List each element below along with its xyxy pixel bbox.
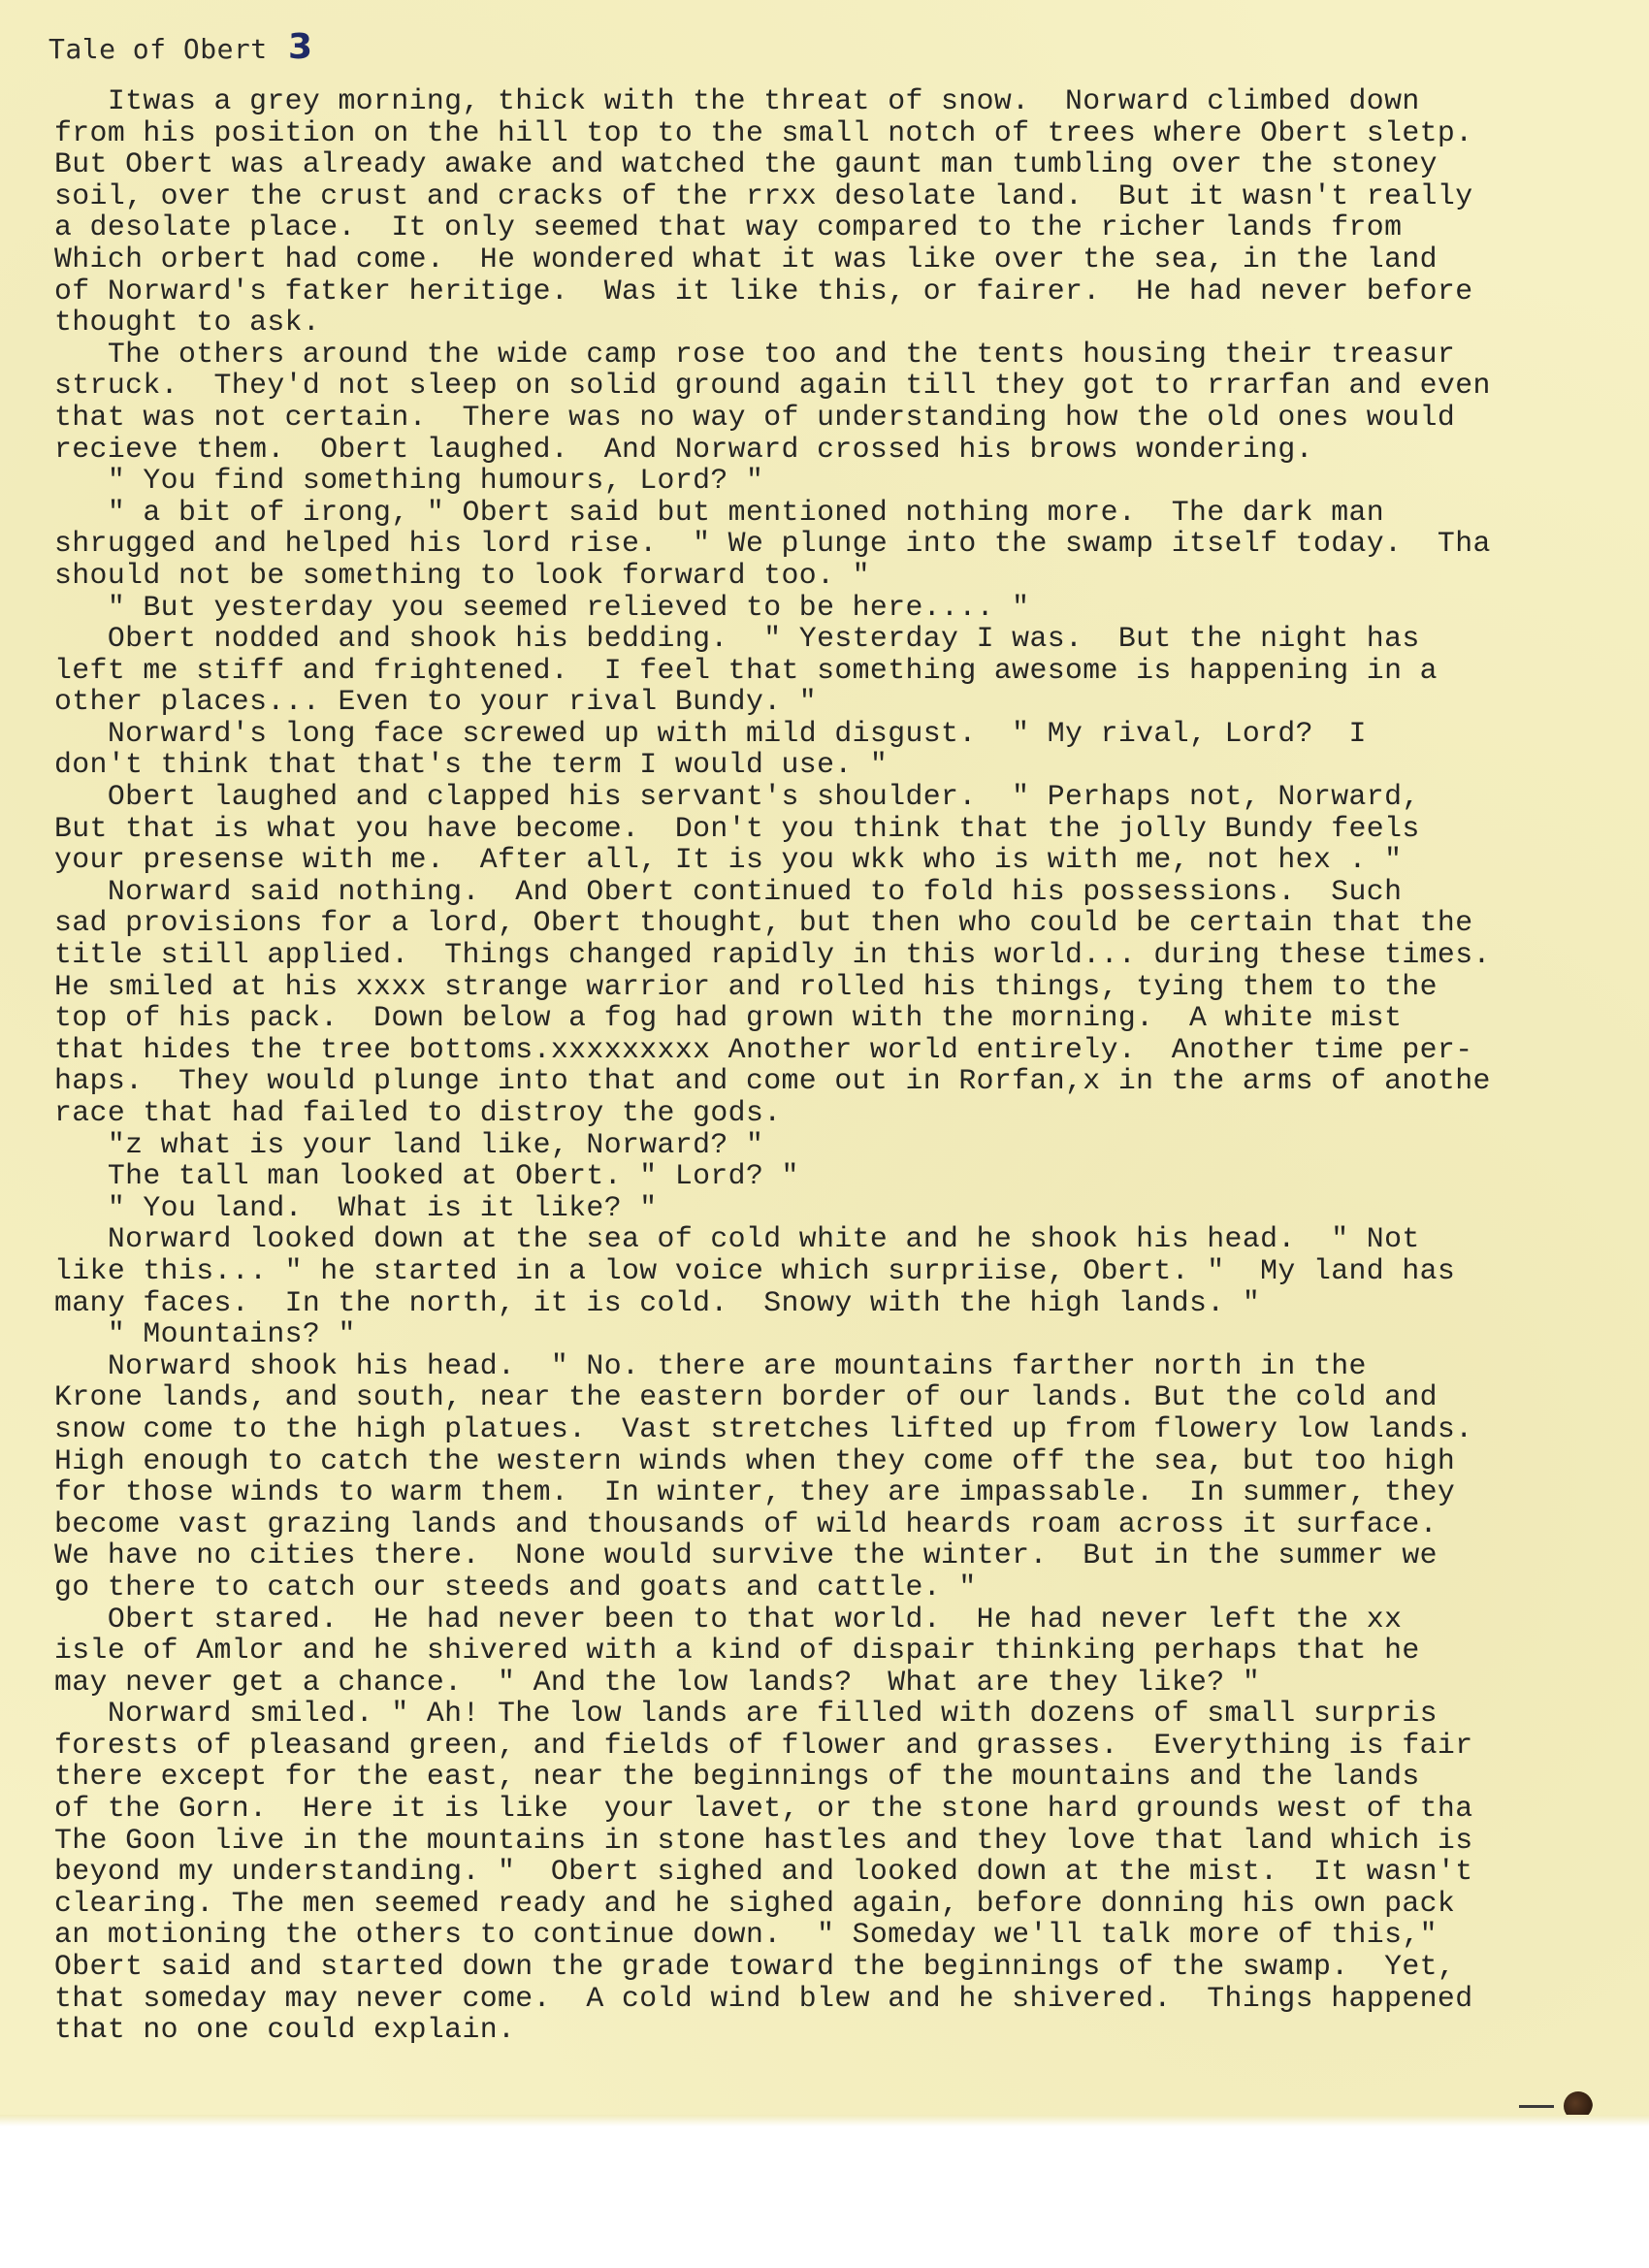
text-line: top of his pack. Down below a fog had grown with the morning. A white mist: [54, 1001, 1403, 1035]
text-line: race that had failed to distroy the gods.: [54, 1096, 782, 1129]
text-line: Obert laughed and clapped his servant's shoulder. " Perhaps not, Norward,: [54, 780, 1420, 814]
text-line: Norward looked down at the sea of cold white and he shook his head. " Not: [54, 1222, 1420, 1256]
text-line: other places... Even to your rival Bundy. ": [54, 685, 818, 719]
text-line: High enough to catch the western winds when they come off the sea, but too high: [54, 1443, 1456, 1477]
text-line: like this... " he started in a low voice which surpriise, Obert. " My land has: [54, 1253, 1456, 1287]
text-line: We have no cities there. None would survive the winter. But in the summer we: [54, 1539, 1438, 1572]
text-line: forests of pleasand green, and fields of flower and grasses. Everything is fair: [54, 1728, 1473, 1762]
text-line: clearing. The men seemed ready and he sighed again, before donning his own pack: [54, 1886, 1456, 1920]
text-line: haps. They would plunge into that and come out in Rorfan,x in the arms of anothe: [54, 1064, 1491, 1098]
text-line: become vast grazing lands and thousands of wild heards roam across it surface.: [54, 1507, 1438, 1540]
text-line: for those winds to warm them. In winter, they are impassable. In summer, they: [54, 1475, 1456, 1509]
paper-bottom-edge: [0, 2115, 1649, 2126]
typed-body-text: [54, 85, 1645, 2046]
text-line: that someday may never come. A cold wind blew and he shivered. Things happened: [54, 1981, 1473, 2015]
handwritten-page-number: 3: [288, 27, 313, 67]
text-line: " You land. What is it like? ": [54, 1190, 658, 1224]
text-line: your presense with me. After all, It is you wkk who is with me, not hex . ": [54, 843, 1403, 877]
text-line: an motioning the others to continue down. " Someday we'll talk more of this,": [54, 1918, 1438, 1952]
text-line: The Goon live in the mountains in stone hastles and they love that land which is: [54, 1823, 1473, 1857]
text-line: may never get a chance. " And the low lands? What are they like? ": [54, 1665, 1261, 1699]
text-line: Itwas a grey morning, thick with the threat of snow. Norward climbed down: [54, 84, 1420, 117]
text-line: many faces. In the north, it is cold. Snowy with the high lands. ": [54, 1285, 1261, 1319]
text-line: that no one could explain.: [54, 2013, 516, 2047]
text-line: shrugged and helped his lord rise. " We plunge into the swamp itself today. Tha: [54, 527, 1491, 561]
text-line: thought to ask.: [54, 306, 321, 340]
text-line: " a bit of irong, " Obert said but mentioned nothing more. The dark man: [54, 495, 1385, 529]
text-line: Krone lands, and south, near the eastern border of our lands. But the cold and: [54, 1380, 1438, 1414]
text-line: " But yesterday you seemed relieved to be here.... ": [54, 590, 1030, 624]
text-line: " You find something humours, Lord? ": [54, 464, 764, 498]
text-line: beyond my understanding. " Obert sighed and looked down at the mist. It wasn't: [54, 1855, 1473, 1889]
text-line: Obert nodded and shook his bedding. " Yesterday I was. But the night has: [54, 622, 1420, 656]
text-line: But Obert was already awake and watched the gaunt man tumbling over the stoney: [54, 147, 1438, 181]
text-line: there except for the east, near the beginnings of the mountains and the lands: [54, 1760, 1420, 1794]
text-line: struck. They'd not sleep on solid ground again till they got to rrarfan and even: [54, 369, 1491, 403]
text-line: go there to catch our steeds and goats and cattle. ": [54, 1570, 977, 1604]
text-line: from his position on the hill top to the small notch of trees where Obert sletp.: [54, 115, 1473, 149]
text-line: Norward's long face screwed up with mild disgust. " My rival, Lord? I: [54, 716, 1367, 750]
text-line: a desolate place. It only seemed that way compared to the richer lands from: [54, 211, 1403, 244]
text-line: Obert stared. He had never been to that world. He had never left the xx: [54, 1602, 1403, 1636]
text-line: isle of Amlor and he shivered with a kind of dispair thinking perhaps that he: [54, 1634, 1420, 1668]
text-line: He smiled at his xxxx strange warrior and rolled his things, tying them to the: [54, 969, 1438, 1003]
text-line: Norward shook his head. " No. there are mountains farther north in the: [54, 1348, 1367, 1382]
text-line: Norward smiled. " Ah! The low lands are filled with dozens of small surpris: [54, 1697, 1438, 1731]
text-line: "z what is your land like, Norward? ": [54, 1127, 764, 1161]
text-line: of the Gorn. Here it is like your lavet, or the stone hard grounds west of tha: [54, 1792, 1473, 1826]
text-line: " Mountains? ": [54, 1317, 356, 1351]
text-line: left me stiff and frightened. I feel that something awesome is happening in a: [54, 653, 1438, 687]
text-line: of Norward's fatker heritige. Was it like this, or fairer. He had never before: [54, 274, 1473, 308]
text-line: snow come to the high platues. Vast stretches lifted up from flowery low lands.: [54, 1411, 1473, 1445]
ink-dash-mark: [1519, 2105, 1554, 2108]
text-line: sad provisions for a lord, Obert thought, but then who could be certain that the: [54, 906, 1473, 940]
text-line: But that is what you have become. Don't you think that the jolly Bundy feels: [54, 811, 1420, 845]
text-line: Norward said nothing. And Obert continued to fold his possessions. Such: [54, 874, 1403, 908]
text-line: that hides the tree bottoms.xxxxxxxxx Another world entirely. Another time per-: [54, 1032, 1473, 1066]
text-line: The tall man looked at Obert. " Lord? ": [54, 1159, 799, 1193]
text-line: Obert said and started down the grade toward the beginnings of the swamp. Yet,: [54, 1950, 1456, 1984]
text-line: title still applied. Things changed rapidly in this world... during these times.: [54, 938, 1491, 972]
text-line: that was not certain. There was no way of understanding how the old ones would: [54, 400, 1456, 434]
text-line: should not be something to look forward too. ": [54, 558, 870, 592]
text-line: don't think that that's the term I would use. ": [54, 748, 889, 782]
text-line: Which orbert had come. He wondered what it was like over the sea, in the land: [54, 242, 1438, 275]
text-line: recieve them. Obert laughed. And Norward crossed his brows wondering.: [54, 432, 1313, 466]
page-heading: [48, 27, 313, 67]
document-title: Tale of Obert: [48, 33, 268, 65]
text-line: The others around the wide camp rose too and the tents housing their treasur: [54, 337, 1456, 371]
text-line: soil, over the crust and cracks of the rrxx desolate land. But it wasn't really: [54, 178, 1473, 212]
